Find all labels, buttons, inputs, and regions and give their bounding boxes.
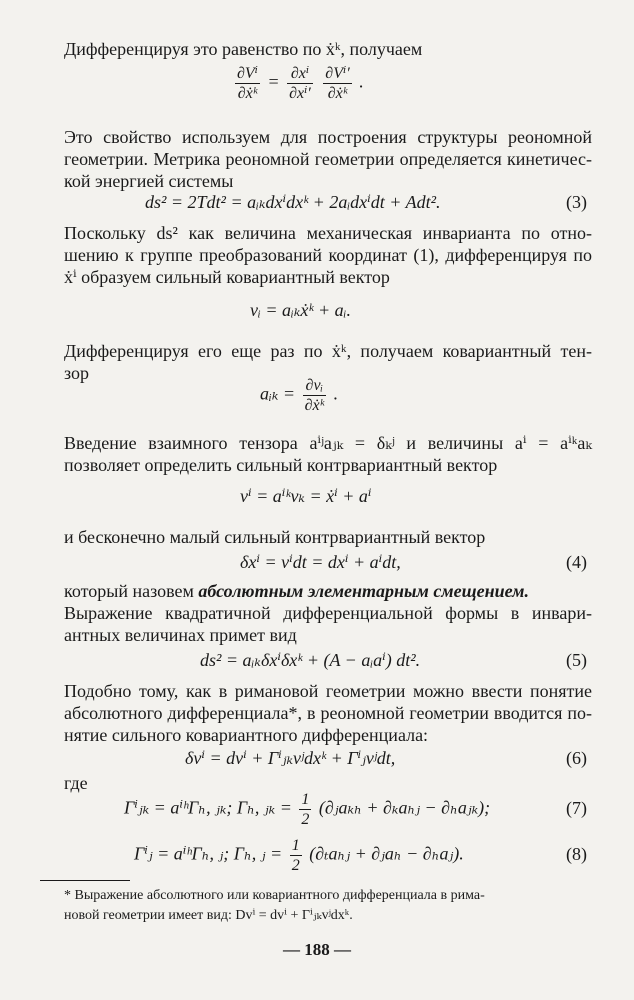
text-line: позволяет определить сильный контрвариантный вектор xyxy=(64,455,498,475)
text-line: где xyxy=(64,773,88,793)
text-line: Выражение квадратичной дифференциальной формы в инвари- xyxy=(64,603,592,623)
equation-number: (6) xyxy=(566,748,587,768)
text-line: антных величинах примет вид xyxy=(64,625,297,645)
text-line: нятие сильного ковариантного дифференциала: xyxy=(64,725,429,745)
equation-number: (5) xyxy=(566,650,587,670)
footnote-line: * Выражение абсолютного или ковариантного дифференциала в рима- xyxy=(64,888,485,903)
equation-number: (8) xyxy=(566,844,587,864)
equation-quadratic-form: ds² = aᵢₖδxⁱδxᵏ + (A − aᵢaⁱ) dt². xyxy=(200,650,421,670)
equation-displacement: δxⁱ = vⁱdt = dxⁱ + aⁱdt, xyxy=(240,552,401,572)
page-number: — 188 — xyxy=(283,940,351,959)
text-line: шению к группе преобразований координат (1), дифференцируя по xyxy=(64,245,592,265)
text-line: который назовем абсолютным элементарным смещением. xyxy=(64,581,529,601)
equation-derivative: $\frac{\text{∂Vⁱ}}{\text{∂ẋᵏ}}$ = $\frac{\text{∂xⁱ}}{\text{∂xⁱ′}}$ $\frac{\text{∂Vⁱ′}}{\text{∂ẋᵏ}}$ . xyxy=(237,65,364,102)
equation-christoffel-j: Γⁱⱼ = aⁱʰΓₕ, ⱼ; Γₕ, ⱼ = $\frac{1}{2}$ (∂ₜaₕⱼ + ∂ⱼaₕ − ∂ₕaⱼ). xyxy=(134,837,464,874)
equation-covariant-vector: vᵢ = aᵢₖẋᵏ + aᵢ. xyxy=(250,300,351,320)
text-line: абсолютного дифференциала*, в реономной геометрии вводится по- xyxy=(64,703,592,723)
text-line: Дифференцируя это равенство по ẋᵏ, получаем xyxy=(64,39,423,59)
equation-contravariant-vector: vⁱ = aⁱᵏvₖ = ẋⁱ + aⁱ xyxy=(240,486,372,506)
equation-christoffel-jk: Γⁱⱼₖ = aⁱʰΓₕ, ⱼₖ; Γₕ, ⱼₖ = $\frac{1}{2}$ (∂ⱼaₖₕ + ∂ₖaₕⱼ − ∂ₕaⱼₖ); xyxy=(124,791,491,828)
equation-tensor: aᵢₖ = $\frac{\text{∂vᵢ}}{\text{∂ẋᵏ}}$ . xyxy=(260,377,339,414)
text-line: Подобно тому, как в римановой геометрии можно ввести понятие xyxy=(64,681,592,701)
text-line: зор xyxy=(64,363,90,383)
equation-number: (4) xyxy=(566,552,587,572)
text-line: геометрии. Метрика реономной геометрии определяется кинетичес- xyxy=(64,149,592,169)
text-line: Поскольку ds² как величина механическая инварианта по отно- xyxy=(64,223,592,243)
text-line: Дифференцируя его еще раз по ẋᵏ, получаем ковариантный тен- xyxy=(64,341,592,361)
text-line: Это свойство используем для построения структуры реономной xyxy=(64,127,592,147)
equation-differential: δvⁱ = dvⁱ + Γⁱⱼₖvʲdxᵏ + Γⁱⱼvʲdt, xyxy=(185,748,396,768)
text-line: ẋⁱ образуем сильный ковариантный вектор xyxy=(64,267,390,287)
text-line: и бесконечно малый сильный контрвариантный вектор xyxy=(64,527,486,547)
footnote-line: новой геометрии имеет вид: Dvⁱ = dvⁱ + Γⁱⱼₖvʲdxᵏ. xyxy=(64,908,353,923)
text-line: Введение взаимного тензора aⁱʲaⱼₖ = δₖʲ и величины aⁱ = aⁱᵏaₖ xyxy=(64,433,592,453)
equation-metric: ds² = 2Tdt² = aᵢₖdxⁱdxᵏ + 2aᵢdxⁱdt + Adt². xyxy=(145,192,441,212)
footnote-divider xyxy=(40,880,130,881)
equation-number: (3) xyxy=(566,192,587,212)
text-line: кой энергией системы xyxy=(64,171,234,191)
equation-number: (7) xyxy=(566,798,587,818)
